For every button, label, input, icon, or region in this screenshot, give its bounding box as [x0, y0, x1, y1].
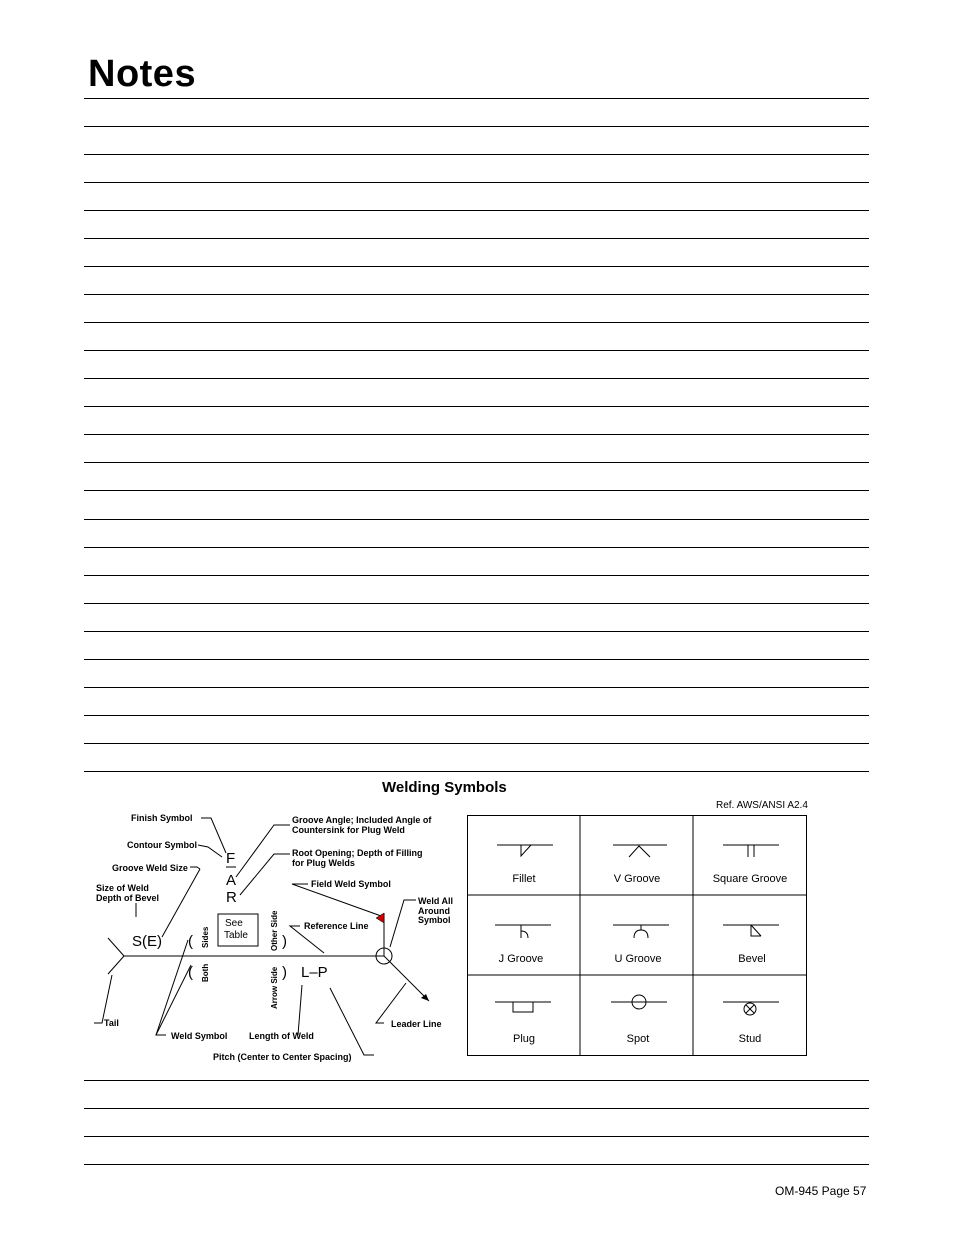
ruled-line	[84, 126, 869, 127]
ruled-line	[84, 462, 869, 463]
ruled-line	[84, 154, 869, 155]
ruled-line	[84, 294, 869, 295]
ruled-line	[84, 743, 869, 744]
reference-note: Ref. AWS/ANSI A2.4	[716, 800, 808, 811]
label-reference-line: Reference Line	[304, 921, 369, 931]
letter-r: R	[226, 889, 237, 906]
welding-symbol-diagram	[84, 805, 454, 1067]
paren-open-lower: (	[188, 964, 193, 981]
ruled-line	[84, 266, 869, 267]
ruled-line	[84, 519, 869, 520]
arrow-leader	[384, 956, 429, 1001]
ruled-line	[84, 210, 869, 211]
see-table-line1: See	[225, 918, 243, 929]
paren-close-lower: )	[282, 964, 287, 981]
ruled-line	[84, 631, 869, 632]
square-groove-icon	[723, 845, 779, 857]
ruled-line	[84, 98, 869, 99]
tail-upper-stroke	[108, 938, 124, 956]
ruled-line	[84, 322, 869, 323]
paren-close-upper: )	[282, 933, 287, 950]
label-sides: Sides	[201, 926, 210, 948]
ruled-line	[84, 378, 869, 379]
table-cell-u-groove: U Groove	[614, 953, 662, 965]
ruled-line	[84, 1080, 869, 1081]
table-cell-j-groove: J Groove	[498, 953, 544, 965]
label-pitch: Pitch (Center to Center Spacing)	[213, 1052, 352, 1062]
arrow-head	[421, 994, 429, 1001]
plug-icon	[495, 1002, 551, 1012]
ruled-line	[84, 406, 869, 407]
ruled-line	[84, 238, 869, 239]
letter-f: F	[226, 850, 236, 867]
table-cell-fillet: Fillet	[512, 873, 536, 885]
label-depth-of-bevel: Depth of Bevel	[96, 893, 160, 903]
label-weld-symbol: Weld Symbol	[171, 1031, 228, 1041]
welding-symbols-title: Welding Symbols	[382, 779, 507, 796]
table-cell-square-groove: Square Groove	[712, 873, 788, 885]
label-arrow-side: Arrow Side	[270, 966, 279, 1009]
ruled-line	[84, 350, 869, 351]
table-cell-bevel: Bevel	[738, 953, 766, 965]
table-cell-v-groove: V Groove	[613, 873, 661, 885]
label-weld-all: Weld All	[418, 896, 454, 906]
v-groove-icon	[613, 845, 667, 857]
letter-a: A	[226, 872, 237, 889]
paren-open-upper: (	[188, 933, 193, 950]
label-countersink: Countersink for Plug Weld	[292, 825, 405, 835]
ruled-line	[84, 603, 869, 604]
ruled-line	[84, 1164, 869, 1165]
ruled-line	[84, 434, 869, 435]
ruled-line	[84, 182, 869, 183]
label-symbol: Symbol	[418, 915, 451, 925]
bevel-icon	[723, 925, 779, 936]
label-groove-angle: Groove Angle; Included Angle of	[292, 815, 432, 825]
ruled-line	[84, 715, 869, 716]
stud-icon	[723, 1002, 779, 1015]
see-table-line2: Table	[224, 930, 248, 941]
tail-lower-stroke	[108, 956, 124, 974]
label-field-weld-symbol: Field Weld Symbol	[311, 879, 391, 889]
ruled-line	[84, 575, 869, 576]
weld-symbol-table	[467, 815, 807, 1056]
label-size-of-weld: Size of Weld	[96, 883, 149, 893]
table-cell-plug: Plug	[512, 1033, 536, 1045]
spot-icon	[611, 995, 667, 1009]
ruled-line	[84, 1136, 869, 1137]
ruled-line	[84, 771, 869, 772]
label-other-side: Other Side	[270, 910, 279, 951]
table-cell-spot: Spot	[626, 1033, 650, 1045]
page-footer: OM-945 Page 57	[775, 1184, 867, 1198]
ruled-line	[84, 687, 869, 688]
label-length-of-weld: Length of Weld	[249, 1031, 314, 1041]
j-groove-icon	[495, 925, 551, 938]
label-root-opening: Root Opening; Depth of Filling	[292, 848, 423, 858]
ruled-line	[84, 1108, 869, 1109]
label-groove-weld-size: Groove Weld Size	[112, 863, 188, 873]
label-around: Around	[418, 906, 450, 916]
label-tail: Tail	[104, 1018, 119, 1028]
page-title: Notes	[88, 53, 197, 95]
symbol-se: S(E)	[132, 933, 162, 950]
table-cell-stud: Stud	[738, 1033, 762, 1045]
fillet-icon	[497, 845, 553, 856]
symbol-lp: L–P	[301, 964, 328, 981]
label-finish-symbol: Finish Symbol	[131, 813, 193, 823]
ruled-line	[84, 490, 869, 491]
ruled-line	[84, 659, 869, 660]
label-plug-welds: for Plug Welds	[292, 858, 355, 868]
label-both: Both	[201, 963, 210, 982]
u-groove-icon	[613, 925, 669, 938]
label-contour-symbol: Contour Symbol	[127, 840, 197, 850]
label-leader-line: Leader Line	[391, 1019, 442, 1029]
ruled-line	[84, 547, 869, 548]
